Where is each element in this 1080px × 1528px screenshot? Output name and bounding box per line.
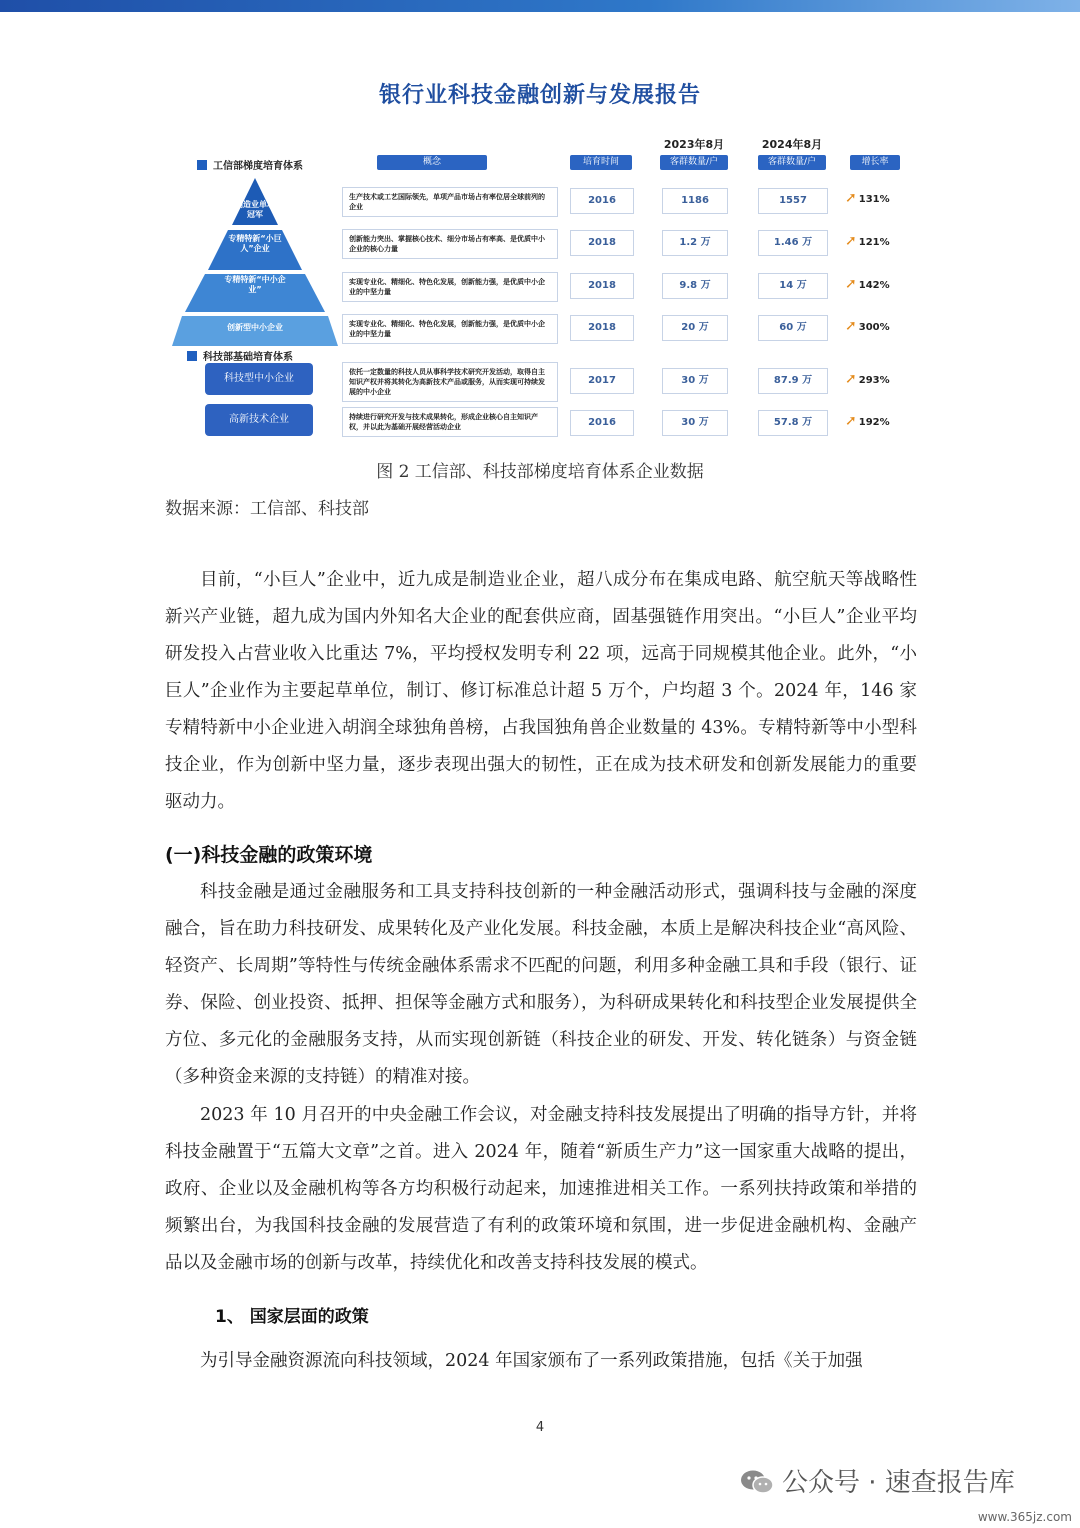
header-time: 培育时间 (570, 155, 632, 170)
header-count2023: 客群数量/户 (660, 155, 728, 170)
row-time: 2018 (570, 315, 634, 341)
header-count2024: 客群数量/户 (758, 155, 826, 170)
data-source: 数据来源：工信部、科技部 (165, 499, 369, 519)
paragraph-2: 科技金融是通过金融服务和工具支持科技创新的一种金融活动形式，强调科技与金融的深度融合，旨在助力科技研发、成果转化及产业化发展。科技金融，本质上是解决科技企业“高风险、轻资产、长周期”等特性与传统金融体系需求不匹配的问题，利用多种金融工具和手段（银行、证券、保险、创业投资、抵押、担保等金融方式和服务），为科研成果转化和科技型企业发展提供全方位、多元化的金融服务支持，从而实现创新链（科技企业的研发、开发、转化链条）与资金链（多种资金来源的支持链）的精准对接。 (165, 882, 917, 1087)
pyramid-label-4: 创新型中小企业 (227, 323, 283, 332)
arrow-up-icon: ➚ (845, 413, 857, 429)
row-concept: 生产技术或工艺国际领先，单项产品市场占有率位居全球前列的企业 (342, 187, 558, 217)
figure-gradient-cultivation (170, 130, 910, 450)
year-2023: 2023年8月 (663, 138, 725, 151)
row-count2024: 14 万 (758, 273, 828, 299)
header-growth: 增长率 (850, 155, 900, 170)
row-concept: 实现专业化、精细化、特色化发展，创新能力强，是优质中小企业的中坚力量 (342, 314, 558, 344)
arrow-up-icon: ➚ (845, 190, 857, 206)
section-heading: (一)科技金融的政策环境 (165, 844, 373, 866)
report-title: 银行业科技金融创新与发展报告 (378, 83, 701, 108)
row-count2024: 1557 (758, 188, 828, 214)
pyramid-label-3: 专精特新“中小企业” (224, 275, 286, 294)
arrow-up-icon: ➚ (845, 371, 857, 387)
paragraph-3: 2023 年 10 月召开的中央金融工作会议，对金融支持科技发展提出了明确的指导方针，并将科技金融置于“五篇大文章”之首。进入 2024 年，随着“新质生产力”这一国家重大战略的提出，政府、企业以及金融机构等各方均积极行动起来，加速推进相关工作。一系列扶持政策和举措的频繁出台，为我国科技金融的发展营造了有利的政策环境和氛围，进一步促进金融机构、金融产品以及金融市场的创新与改革，持续优化和改善支持科技发展的模式。 (165, 1105, 917, 1273)
arrow-up-icon: ➚ (845, 318, 857, 334)
row-concept: 持续进行研究开发与技术成果转化，形成企业核心自主知识产权，并以此为基础开展经营活动企业 (342, 407, 558, 437)
page-number: 4 (535, 1420, 545, 1435)
year-2024: 2024年8月 (761, 138, 823, 151)
row-count2023: 9.8 万 (662, 273, 728, 299)
square-icon (197, 160, 207, 170)
header-concept: 概念 (377, 155, 487, 170)
subsection-heading: 1、 国家层面的政策 (215, 1307, 369, 1327)
square-icon (187, 351, 197, 361)
figure-caption: 图 2 工信部、科技部梯度培育体系企业数据 (376, 462, 704, 482)
row-concept: 依托一定数量的科技人员从事科学技术研究开发活动，取得自主知识产权并将其转化为高新技术产品或服务，从而实现可持续发展的中小企业 (342, 362, 558, 402)
row-count2023: 30 万 (662, 410, 728, 436)
row-growth: ➚ 142% (845, 276, 890, 292)
row-growth: ➚ 131% (845, 190, 890, 206)
row-time: 2018 (570, 273, 634, 299)
row-count2023: 1.2 万 (662, 230, 728, 256)
pyramid-label-1: 制造业单项冠军 (235, 200, 275, 219)
row-count2024: 1.46 万 (758, 230, 828, 256)
row-time: 2017 (570, 368, 634, 394)
row-count2023: 30 万 (662, 368, 728, 394)
section1-label: 工信部梯度培育体系 (197, 157, 303, 172)
row-count2024: 60 万 (758, 315, 828, 341)
row-count2024: 57.8 万 (758, 410, 828, 436)
row-growth: ➚ 192% (845, 413, 890, 429)
box-label-2: 高新技术企业 (205, 404, 313, 436)
watermark-url: www.365jz.com (977, 1510, 1072, 1524)
top-accent-bar (0, 0, 1080, 12)
row-time: 2018 (570, 230, 634, 256)
row-concept: 实现专业化、精细化、特色化发展，创新能力强，是优质中小企业的中坚力量 (342, 272, 558, 302)
paragraph-1: 目前，“小巨人”企业中，近九成是制造业企业，超八成分布在集成电路、航空航天等战略性新兴产业链，超九成为国内外知名大企业的配套供应商，固基强链作用突出。“小巨人”企业平均研发投入占营业收入比重达 7%，平均授权发明专利 22 项，远高于同规模其他企业。此外，“小巨人”企业作为主要起草单位，制订、修订标准总计超 5 万个，户均超 3 个。2024 年，146 家专精特新中小企业进入胡润全球独角兽榜，占我国独角兽企业数量的 43%。专精特新等中小型科技企业，作为创新中坚力量，逐步表现出强大的韧性，正在成为技术研发和创新发展能力的重要驱动力。 (165, 570, 917, 812)
row-time: 2016 (570, 188, 634, 214)
row-growth: ➚ 121% (845, 233, 890, 249)
arrow-up-icon: ➚ (845, 233, 857, 249)
watermark-line: 公众号 · 速查报告库 (740, 1462, 1015, 1499)
pyramid-label-2: 专精特新“小巨人”企业 (228, 234, 282, 253)
paragraph-4: 为引导金融资源流向科技领域，2024 年国家颁布了一系列政策措施，包括《关于加强 (200, 1351, 863, 1371)
row-count2023: 1186 (662, 188, 728, 214)
row-growth: ➚ 300% (845, 318, 890, 334)
row-count2024: 87.9 万 (758, 368, 828, 394)
box-label-1: 科技型中小企业 (205, 363, 313, 395)
wechat-icon (740, 1469, 774, 1495)
row-count2023: 20 万 (662, 315, 728, 341)
section2-label: 科技部基础培育体系 (187, 348, 293, 363)
row-concept: 创新能力突出、掌握核心技术、细分市场占有率高、是优质中小企业的核心力量 (342, 229, 558, 259)
arrow-up-icon: ➚ (845, 276, 857, 292)
row-time: 2016 (570, 410, 634, 436)
row-growth: ➚ 293% (845, 371, 890, 387)
